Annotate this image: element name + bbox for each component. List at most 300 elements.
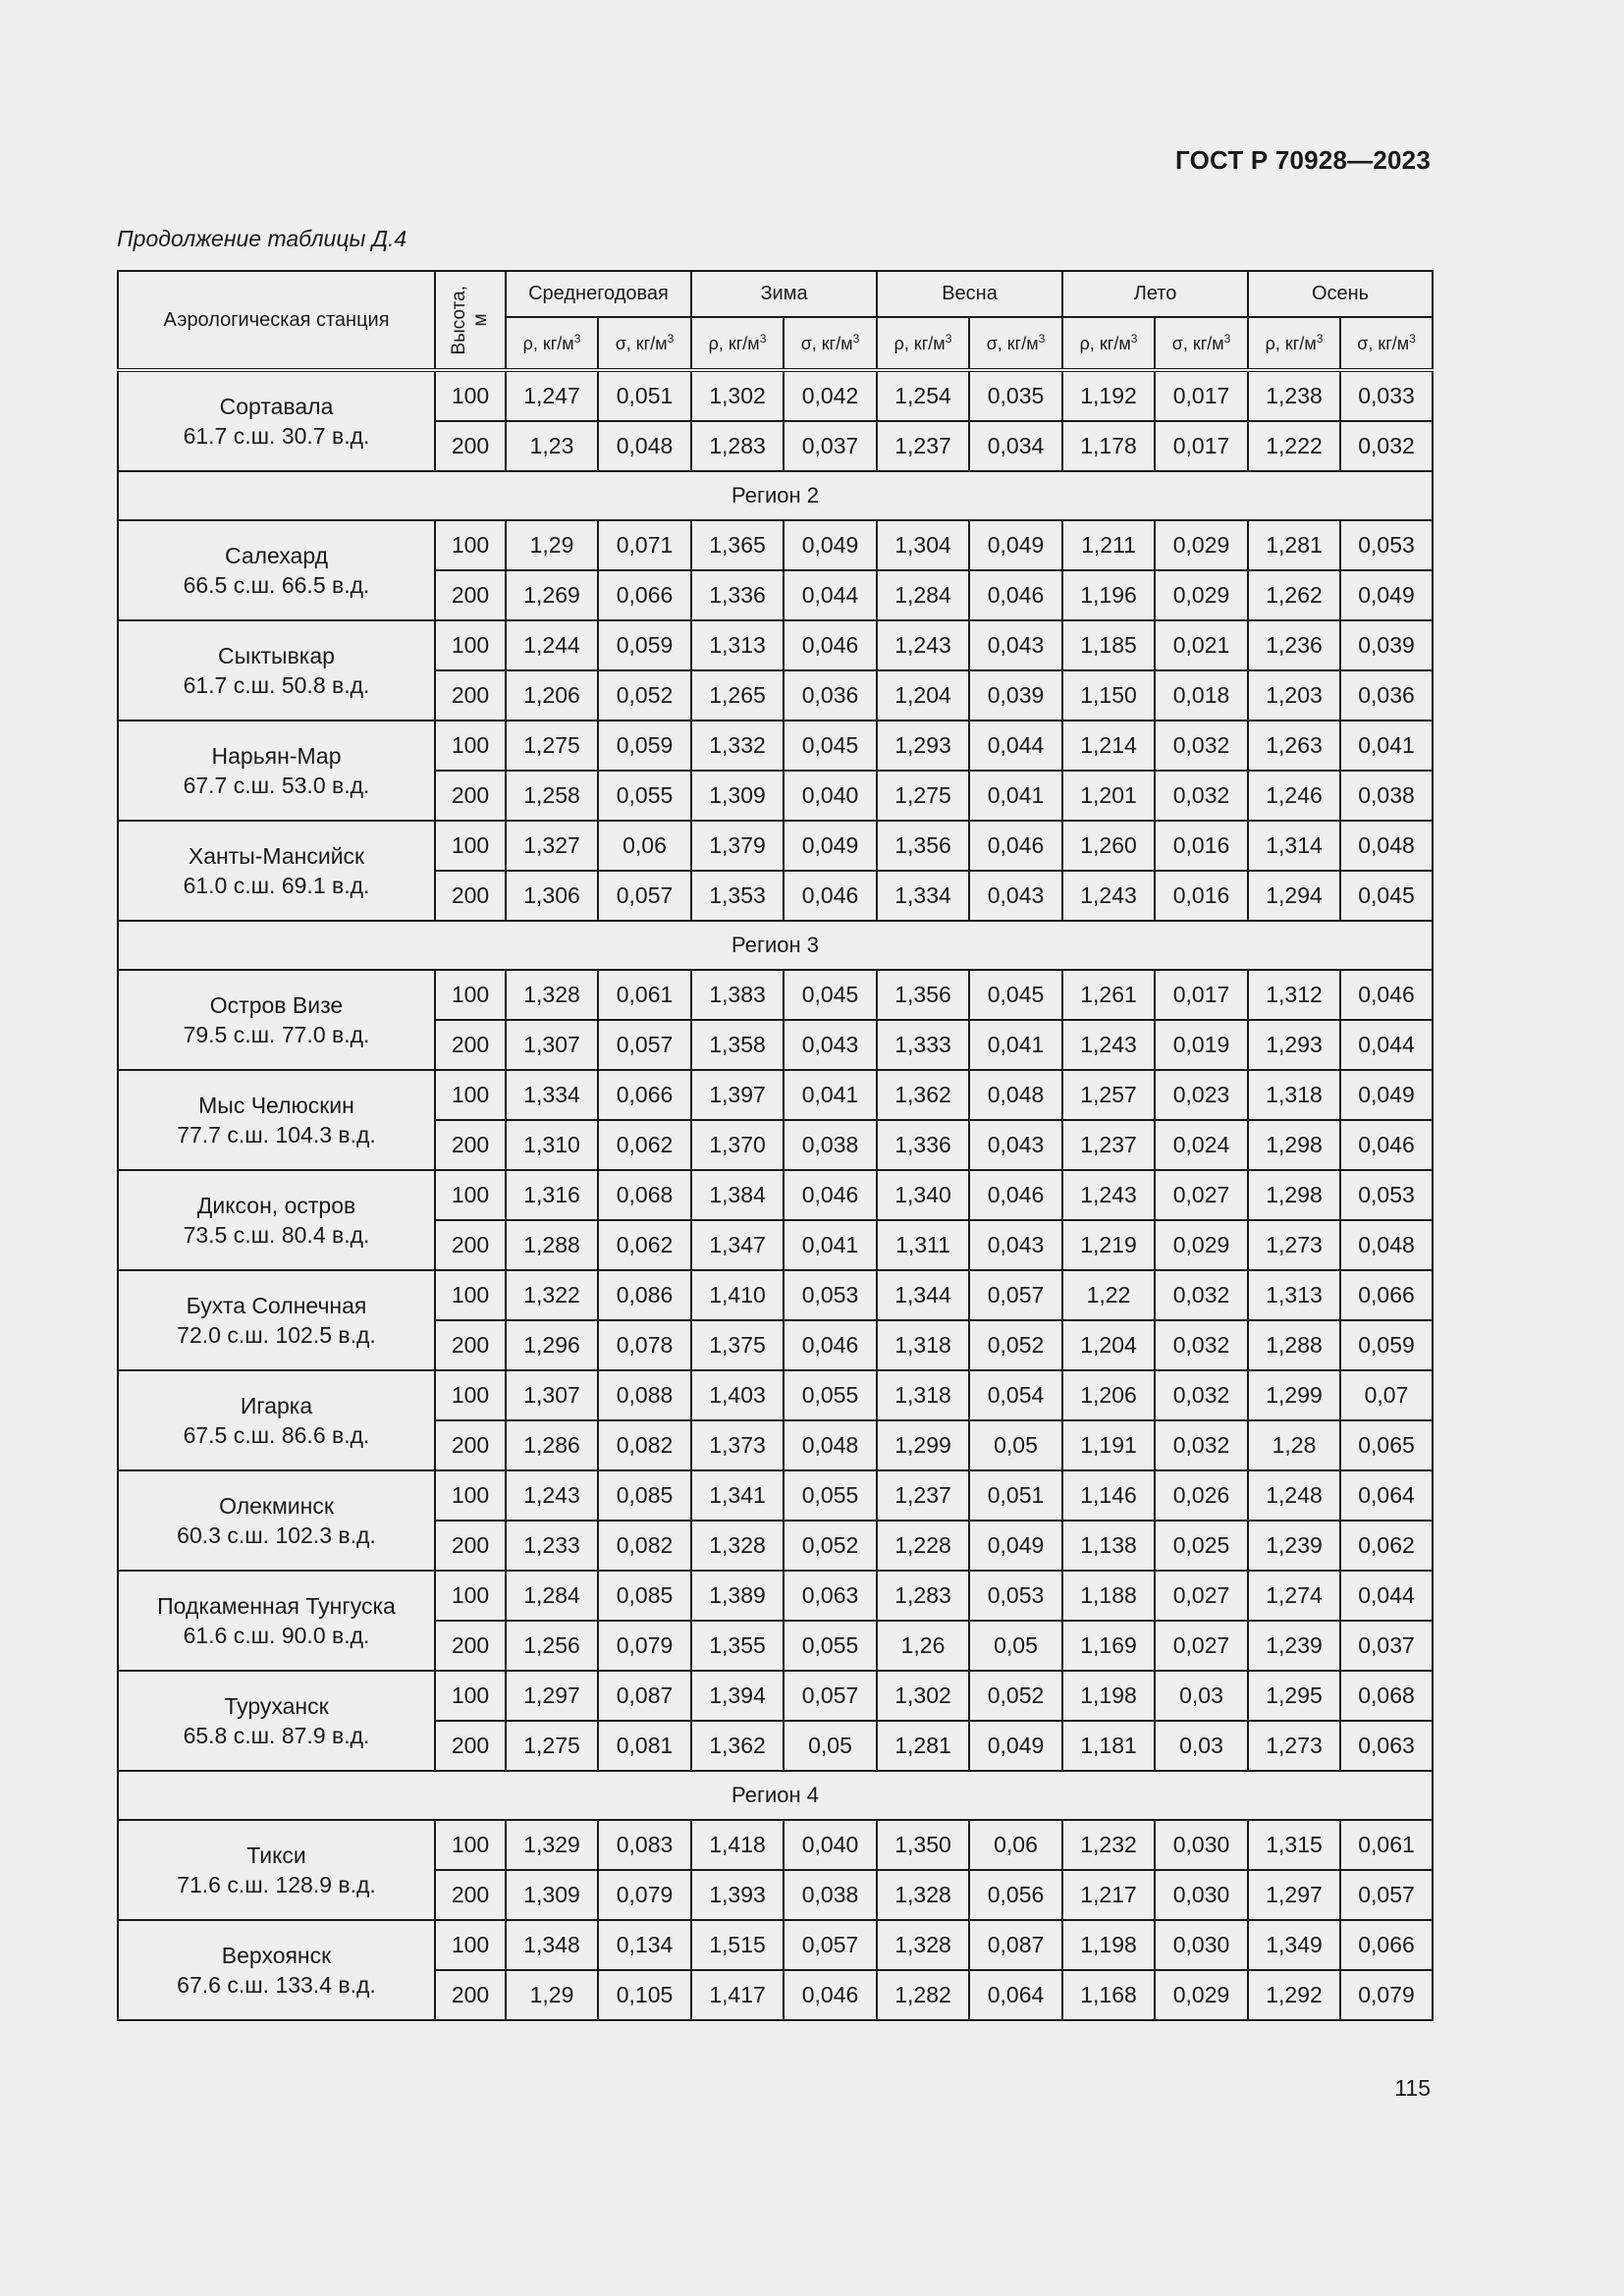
- sigma-value-cell: 0,066: [1340, 1920, 1433, 1970]
- rho-value-cell: 1,328: [877, 1920, 969, 1970]
- sigma-value-cell: 0,046: [1340, 970, 1433, 1020]
- sigma-value-cell: 0,041: [969, 771, 1062, 821]
- table-row: [118, 1571, 1433, 1621]
- sigma-value-cell: 0,053: [969, 1571, 1062, 1621]
- rho-value-cell: 1,389: [691, 1571, 784, 1621]
- sigma-value-cell: 0,043: [969, 871, 1062, 921]
- sigma-value-cell: 0,061: [1340, 1820, 1433, 1870]
- rho-value-cell: 1,356: [877, 970, 969, 1020]
- unit-exponent: 3: [1316, 332, 1324, 346]
- rho-value-cell: 1,188: [1062, 1571, 1155, 1621]
- rho-value-cell: 1,327: [506, 821, 598, 871]
- unit-label: ρ, кг/м: [708, 334, 760, 353]
- unit-exponent: 3: [759, 332, 767, 346]
- sigma-value-cell: 0,043: [969, 1120, 1062, 1170]
- rho-value-cell: 1,257: [1062, 1070, 1155, 1120]
- sigma-value-cell: 0,044: [784, 570, 877, 620]
- sigma-value-cell: 0,049: [1340, 1070, 1433, 1120]
- unit-label: ρ, кг/м: [893, 334, 946, 353]
- sigma-value-cell: 0,039: [969, 670, 1062, 721]
- height-cell: 100: [435, 520, 506, 570]
- rho-value-cell: 1,211: [1062, 520, 1155, 570]
- rho-value-cell: 1,347: [691, 1220, 784, 1270]
- unit-label: σ, кг/м: [615, 334, 668, 353]
- rho-value-cell: 1,281: [877, 1721, 969, 1771]
- sigma-value-cell: 0,046: [969, 570, 1062, 620]
- height-cell: 200: [435, 1970, 506, 2020]
- region-label: Регион 4: [118, 1771, 1433, 1820]
- rho-unit-header: [1248, 317, 1340, 370]
- station-name: Подкаменная Тунгуска: [157, 1593, 396, 1619]
- rho-value-cell: 1,244: [506, 620, 598, 670]
- sigma-value-cell: 0,055: [784, 1621, 877, 1671]
- sigma-value-cell: 0,030: [1155, 1820, 1248, 1870]
- rho-value-cell: 1,306: [506, 871, 598, 921]
- sigma-value-cell: 0,036: [784, 670, 877, 721]
- rho-value-cell: 1,236: [1248, 620, 1340, 670]
- rho-value-cell: 1,243: [506, 1470, 598, 1521]
- rho-value-cell: 1,350: [877, 1820, 969, 1870]
- station-name: Игарка: [240, 1393, 313, 1418]
- sigma-value-cell: 0,049: [784, 821, 877, 871]
- sigma-value-cell: 0,083: [598, 1820, 691, 1870]
- rho-value-cell: 1,283: [877, 1571, 969, 1621]
- station-coords: 66.5 с.ш. 66.5 в.д.: [183, 572, 370, 598]
- sigma-value-cell: 0,082: [598, 1521, 691, 1571]
- sigma-value-cell: 0,048: [598, 421, 691, 471]
- sigma-value-cell: 0,032: [1155, 1370, 1248, 1420]
- rho-value-cell: 1,228: [877, 1521, 969, 1571]
- station-name: Бухта Солнечная: [186, 1293, 367, 1318]
- rho-value-cell: 1,243: [877, 620, 969, 670]
- height-cell: 200: [435, 570, 506, 620]
- sigma-value-cell: 0,041: [1340, 721, 1433, 771]
- region-row: [118, 471, 1433, 520]
- sigma-value-cell: 0,057: [969, 1270, 1062, 1320]
- rho-value-cell: 1,296: [506, 1320, 598, 1370]
- sigma-value-cell: 0,079: [1340, 1970, 1433, 2020]
- sigma-value-cell: 0,081: [598, 1721, 691, 1771]
- station-name: Тикси: [246, 1842, 306, 1868]
- rho-value-cell: 1,275: [506, 721, 598, 771]
- rho-value-cell: 1,243: [1062, 1020, 1155, 1070]
- rho-value-cell: 1,333: [877, 1020, 969, 1070]
- height-cell: 100: [435, 1571, 506, 1621]
- unit-label: ρ, кг/м: [1079, 334, 1131, 353]
- sigma-value-cell: 0,032: [1155, 1420, 1248, 1470]
- station-name: Остров Визе: [209, 992, 344, 1018]
- sigma-value-cell: 0,052: [969, 1671, 1062, 1721]
- rho-value-cell: 1,254: [877, 370, 969, 421]
- station-cell: [118, 1820, 435, 1920]
- sigma-value-cell: 0,051: [598, 370, 691, 421]
- height-cell: 200: [435, 871, 506, 921]
- station-name: Ханты-Мансийск: [188, 843, 365, 869]
- rho-value-cell: 1,334: [506, 1070, 598, 1120]
- station-cell: [118, 1270, 435, 1370]
- sigma-value-cell: 0,059: [1340, 1320, 1433, 1370]
- rho-value-cell: 1,248: [1248, 1470, 1340, 1521]
- season-header-summer: Лето: [1062, 271, 1248, 317]
- unit-exponent: 3: [573, 332, 581, 346]
- unit-label: σ, кг/м: [800, 334, 853, 353]
- station-cell: [118, 1170, 435, 1270]
- sigma-value-cell: 0,049: [1340, 570, 1433, 620]
- rho-value-cell: 1,243: [1062, 871, 1155, 921]
- rho-value-cell: 1,269: [506, 570, 598, 620]
- sigma-value-cell: 0,053: [1340, 520, 1433, 570]
- sigma-value-cell: 0,032: [1155, 1320, 1248, 1370]
- rho-value-cell: 1,169: [1062, 1621, 1155, 1671]
- sigma-value-cell: 0,029: [1155, 1970, 1248, 2020]
- rho-value-cell: 1,365: [691, 520, 784, 570]
- station-cell: [118, 1370, 435, 1470]
- rho-value-cell: 1,260: [1062, 821, 1155, 871]
- rho-value-cell: 1,298: [1248, 1170, 1340, 1220]
- sigma-value-cell: 0,046: [784, 871, 877, 921]
- rho-value-cell: 1,22: [1062, 1270, 1155, 1320]
- rho-value-cell: 1,217: [1062, 1870, 1155, 1920]
- sigma-value-cell: 0,085: [598, 1470, 691, 1521]
- rho-value-cell: 1,309: [506, 1870, 598, 1920]
- rho-value-cell: 1,309: [691, 771, 784, 821]
- rho-value-cell: 1,288: [1248, 1320, 1340, 1370]
- table-row: [118, 1370, 1433, 1420]
- rho-value-cell: 1,26: [877, 1621, 969, 1671]
- rho-value-cell: 1,181: [1062, 1721, 1155, 1771]
- rho-value-cell: 1,206: [506, 670, 598, 721]
- station-name: Нарьян-Мар: [211, 743, 342, 769]
- height-cell: 200: [435, 1420, 506, 1470]
- rho-value-cell: 1,297: [1248, 1870, 1340, 1920]
- season-header-annual: Среднегодовая: [506, 271, 691, 317]
- sigma-value-cell: 0,048: [969, 1070, 1062, 1120]
- rho-unit-header: [1062, 317, 1155, 370]
- unit-exponent: 3: [945, 332, 952, 346]
- unit-exponent: 3: [1130, 332, 1138, 346]
- rho-value-cell: 1,247: [506, 370, 598, 421]
- table-row: [118, 821, 1433, 871]
- sigma-value-cell: 0,049: [969, 1721, 1062, 1771]
- rho-value-cell: 1,293: [877, 721, 969, 771]
- rho-value-cell: 1,232: [1062, 1820, 1155, 1870]
- sigma-value-cell: 0,030: [1155, 1870, 1248, 1920]
- sigma-value-cell: 0,033: [1340, 370, 1433, 421]
- rho-value-cell: 1,316: [506, 1170, 598, 1220]
- table-row: [118, 1920, 1433, 1970]
- height-cell: 100: [435, 1671, 506, 1721]
- station-name: Сортавала: [219, 394, 334, 419]
- station-cell: [118, 520, 435, 620]
- table-continuation-title: Продолжение таблицы Д.4: [117, 226, 407, 251]
- sigma-value-cell: 0,016: [1155, 871, 1248, 921]
- sigma-value-cell: 0,057: [784, 1671, 877, 1721]
- rho-value-cell: 1,243: [1062, 1170, 1155, 1220]
- sigma-value-cell: 0,024: [1155, 1120, 1248, 1170]
- sigma-value-cell: 0,046: [784, 1970, 877, 2020]
- sigma-value-cell: 0,017: [1155, 370, 1248, 421]
- rho-value-cell: 1,239: [1248, 1621, 1340, 1671]
- sigma-unit-header: [784, 317, 877, 370]
- rho-value-cell: 1,198: [1062, 1671, 1155, 1721]
- sigma-value-cell: 0,016: [1155, 821, 1248, 871]
- sigma-value-cell: 0,082: [598, 1420, 691, 1470]
- table-row: [118, 370, 1433, 421]
- rho-value-cell: 1,315: [1248, 1820, 1340, 1870]
- rho-value-cell: 1,297: [506, 1671, 598, 1721]
- sigma-value-cell: 0,048: [1340, 1220, 1433, 1270]
- station-coords: 61.6 с.ш. 90.0 в.д.: [183, 1623, 370, 1648]
- sigma-value-cell: 0,086: [598, 1270, 691, 1320]
- rho-value-cell: 1,318: [877, 1320, 969, 1370]
- region-label: Регион 2: [118, 471, 1433, 520]
- sigma-value-cell: 0,019: [1155, 1020, 1248, 1070]
- rho-unit-header: [506, 317, 598, 370]
- rho-value-cell: 1,146: [1062, 1470, 1155, 1521]
- sigma-value-cell: 0,057: [598, 871, 691, 921]
- sigma-value-cell: 0,057: [784, 1920, 877, 1970]
- rho-value-cell: 1,214: [1062, 721, 1155, 771]
- rho-value-cell: 1,328: [506, 970, 598, 1020]
- table-row: [118, 721, 1433, 771]
- rho-value-cell: 1,204: [1062, 1320, 1155, 1370]
- height-cell: 200: [435, 1521, 506, 1571]
- unit-label: ρ, кг/м: [1265, 334, 1317, 353]
- sigma-value-cell: 0,048: [784, 1420, 877, 1470]
- rho-value-cell: 1,281: [1248, 520, 1340, 570]
- sigma-value-cell: 0,053: [784, 1270, 877, 1320]
- sigma-value-cell: 0,066: [1340, 1270, 1433, 1320]
- sigma-value-cell: 0,055: [598, 771, 691, 821]
- sigma-value-cell: 0,05: [969, 1420, 1062, 1470]
- rho-value-cell: 1,417: [691, 1970, 784, 2020]
- sigma-value-cell: 0,039: [1340, 620, 1433, 670]
- sigma-value-cell: 0,040: [784, 771, 877, 821]
- rho-value-cell: 1,138: [1062, 1521, 1155, 1571]
- unit-label: σ, кг/м: [1171, 334, 1224, 353]
- height-cell: 100: [435, 1370, 506, 1420]
- sigma-value-cell: 0,062: [598, 1120, 691, 1170]
- sigma-value-cell: 0,038: [784, 1120, 877, 1170]
- rho-value-cell: 1,362: [691, 1721, 784, 1771]
- rho-value-cell: 1,292: [1248, 1970, 1340, 2020]
- height-column-header: [435, 271, 506, 370]
- sigma-value-cell: 0,051: [969, 1470, 1062, 1521]
- station-coords: 79.5 с.ш. 77.0 в.д.: [183, 1022, 370, 1047]
- rho-value-cell: 1,23: [506, 421, 598, 471]
- sigma-value-cell: 0,044: [1340, 1020, 1433, 1070]
- sigma-value-cell: 0,049: [969, 1521, 1062, 1571]
- station-cell: [118, 970, 435, 1070]
- sigma-unit-header: [598, 317, 691, 370]
- rho-value-cell: 1,336: [691, 570, 784, 620]
- rho-value-cell: 1,393: [691, 1870, 784, 1920]
- sigma-value-cell: 0,029: [1155, 1220, 1248, 1270]
- station-coords: 65.8 с.ш. 87.9 в.д.: [183, 1723, 370, 1748]
- rho-value-cell: 1,410: [691, 1270, 784, 1320]
- rho-value-cell: 1,274: [1248, 1571, 1340, 1621]
- height-cell: 200: [435, 1621, 506, 1671]
- station-cell: [118, 1470, 435, 1571]
- rho-value-cell: 1,185: [1062, 620, 1155, 670]
- rho-value-cell: 1,299: [877, 1420, 969, 1470]
- sigma-value-cell: 0,045: [969, 970, 1062, 1020]
- sigma-value-cell: 0,071: [598, 520, 691, 570]
- sigma-value-cell: 0,038: [784, 1870, 877, 1920]
- rho-value-cell: 1,198: [1062, 1920, 1155, 1970]
- rho-value-cell: 1,219: [1062, 1220, 1155, 1270]
- rho-value-cell: 1,29: [506, 520, 598, 570]
- rho-value-cell: 1,233: [506, 1521, 598, 1571]
- station-name: Олекминск: [219, 1493, 334, 1519]
- height-cell: 100: [435, 721, 506, 771]
- rho-value-cell: 1,263: [1248, 721, 1340, 771]
- rho-value-cell: 1,203: [1248, 670, 1340, 721]
- rho-value-cell: 1,299: [1248, 1370, 1340, 1420]
- rho-value-cell: 1,328: [877, 1870, 969, 1920]
- rho-value-cell: 1,358: [691, 1020, 784, 1070]
- sigma-value-cell: 0,056: [969, 1870, 1062, 1920]
- height-cell: 100: [435, 1920, 506, 1970]
- station-column-header: Аэрологическая станция: [118, 271, 435, 370]
- sigma-value-cell: 0,105: [598, 1970, 691, 2020]
- sigma-value-cell: 0,029: [1155, 520, 1248, 570]
- sigma-value-cell: 0,044: [969, 721, 1062, 771]
- table-row: [118, 1470, 1433, 1521]
- table-header: [118, 271, 1433, 370]
- height-cell: 100: [435, 370, 506, 421]
- unit-exponent: 3: [1038, 332, 1046, 346]
- table-row: [118, 1820, 1433, 1870]
- sigma-value-cell: 0,046: [1340, 1120, 1433, 1170]
- sigma-value-cell: 0,063: [1340, 1721, 1433, 1771]
- sigma-value-cell: 0,07: [1340, 1370, 1433, 1420]
- rho-value-cell: 1,282: [877, 1970, 969, 2020]
- sigma-unit-header: [1340, 317, 1433, 370]
- table-row: [118, 520, 1433, 570]
- sigma-value-cell: 0,054: [969, 1370, 1062, 1420]
- station-name: Диксон, остров: [196, 1193, 356, 1218]
- sigma-value-cell: 0,038: [1340, 771, 1433, 821]
- region-label: Регион 3: [118, 921, 1433, 970]
- rho-value-cell: 1,313: [1248, 1270, 1340, 1320]
- sigma-value-cell: 0,040: [784, 1820, 877, 1870]
- rho-value-cell: 1,258: [506, 771, 598, 821]
- rho-value-cell: 1,353: [691, 871, 784, 921]
- station-cell: [118, 1571, 435, 1671]
- sigma-value-cell: 0,057: [1340, 1870, 1433, 1920]
- sigma-value-cell: 0,043: [969, 620, 1062, 670]
- rho-value-cell: 1,288: [506, 1220, 598, 1270]
- sigma-value-cell: 0,041: [784, 1070, 877, 1120]
- height-cell: 200: [435, 1320, 506, 1370]
- height-header-line2: м: [470, 313, 491, 327]
- sigma-value-cell: 0,065: [1340, 1420, 1433, 1470]
- sigma-value-cell: 0,042: [784, 370, 877, 421]
- height-cell: 100: [435, 970, 506, 1020]
- station-coords: 67.7 с.ш. 53.0 в.д.: [183, 773, 370, 798]
- rho-unit-header: [691, 317, 784, 370]
- sigma-value-cell: 0,078: [598, 1320, 691, 1370]
- sigma-value-cell: 0,043: [784, 1020, 877, 1070]
- rho-value-cell: 1,304: [877, 520, 969, 570]
- rho-value-cell: 1,340: [877, 1170, 969, 1220]
- rho-value-cell: 1,283: [691, 421, 784, 471]
- sigma-value-cell: 0,046: [784, 1170, 877, 1220]
- sigma-value-cell: 0,037: [1340, 1621, 1433, 1671]
- station-coords: 60.3 с.ш. 102.3 в.д.: [177, 1522, 376, 1548]
- station-cell: [118, 1671, 435, 1771]
- rho-value-cell: 1,318: [877, 1370, 969, 1420]
- unit-label: σ, кг/м: [1357, 334, 1410, 353]
- sigma-value-cell: 0,035: [969, 370, 1062, 421]
- unit-label: ρ, кг/м: [522, 334, 574, 353]
- sigma-value-cell: 0,068: [598, 1170, 691, 1220]
- height-cell: 100: [435, 1470, 506, 1521]
- station-cell: [118, 721, 435, 821]
- rho-value-cell: 1,313: [691, 620, 784, 670]
- station-coords: 61.7 с.ш. 50.8 в.д.: [183, 672, 370, 698]
- rho-value-cell: 1,302: [877, 1671, 969, 1721]
- sigma-value-cell: 0,059: [598, 721, 691, 771]
- sigma-value-cell: 0,059: [598, 620, 691, 670]
- height-cell: 100: [435, 620, 506, 670]
- station-coords: 67.6 с.ш. 133.4 в.д.: [177, 1972, 376, 1998]
- rho-value-cell: 1,334: [877, 871, 969, 921]
- rho-value-cell: 1,246: [1248, 771, 1340, 821]
- sigma-value-cell: 0,055: [784, 1470, 877, 1521]
- density-table: [117, 270, 1434, 2021]
- rho-value-cell: 1,192: [1062, 370, 1155, 421]
- rho-value-cell: 1,362: [877, 1070, 969, 1120]
- sigma-value-cell: 0,066: [598, 1070, 691, 1120]
- station-coords: 67.5 с.ш. 86.6 в.д.: [183, 1422, 370, 1448]
- rho-value-cell: 1,314: [1248, 821, 1340, 871]
- sigma-value-cell: 0,017: [1155, 970, 1248, 1020]
- height-cell: 100: [435, 821, 506, 871]
- rho-value-cell: 1,302: [691, 370, 784, 421]
- sigma-value-cell: 0,030: [1155, 1920, 1248, 1970]
- height-cell: 100: [435, 1070, 506, 1120]
- sigma-value-cell: 0,061: [598, 970, 691, 1020]
- station-cell: [118, 620, 435, 721]
- document-code: ГОСТ Р 70928—2023: [1175, 145, 1431, 175]
- rho-value-cell: 1,273: [1248, 1220, 1340, 1270]
- rho-value-cell: 1,312: [1248, 970, 1340, 1020]
- sigma-value-cell: 0,049: [784, 520, 877, 570]
- sigma-value-cell: 0,03: [1155, 1721, 1248, 1771]
- sigma-value-cell: 0,041: [969, 1020, 1062, 1070]
- station-name: Верхоянск: [221, 1943, 332, 1968]
- sigma-value-cell: 0,032: [1340, 421, 1433, 471]
- sigma-value-cell: 0,052: [969, 1320, 1062, 1370]
- rho-value-cell: 1,403: [691, 1370, 784, 1420]
- rho-value-cell: 1,355: [691, 1621, 784, 1671]
- unit-exponent: 3: [667, 332, 675, 346]
- sigma-value-cell: 0,018: [1155, 670, 1248, 721]
- sigma-value-cell: 0,045: [784, 721, 877, 771]
- rho-value-cell: 1,196: [1062, 570, 1155, 620]
- region-row: [118, 1771, 1433, 1820]
- sigma-value-cell: 0,032: [1155, 721, 1248, 771]
- rho-value-cell: 1,178: [1062, 421, 1155, 471]
- height-cell: 200: [435, 421, 506, 471]
- rho-value-cell: 1,322: [506, 1270, 598, 1320]
- station-name: Сыктывкар: [218, 643, 335, 668]
- height-cell: 100: [435, 1820, 506, 1870]
- rho-value-cell: 1,341: [691, 1470, 784, 1521]
- rho-value-cell: 1,286: [506, 1420, 598, 1470]
